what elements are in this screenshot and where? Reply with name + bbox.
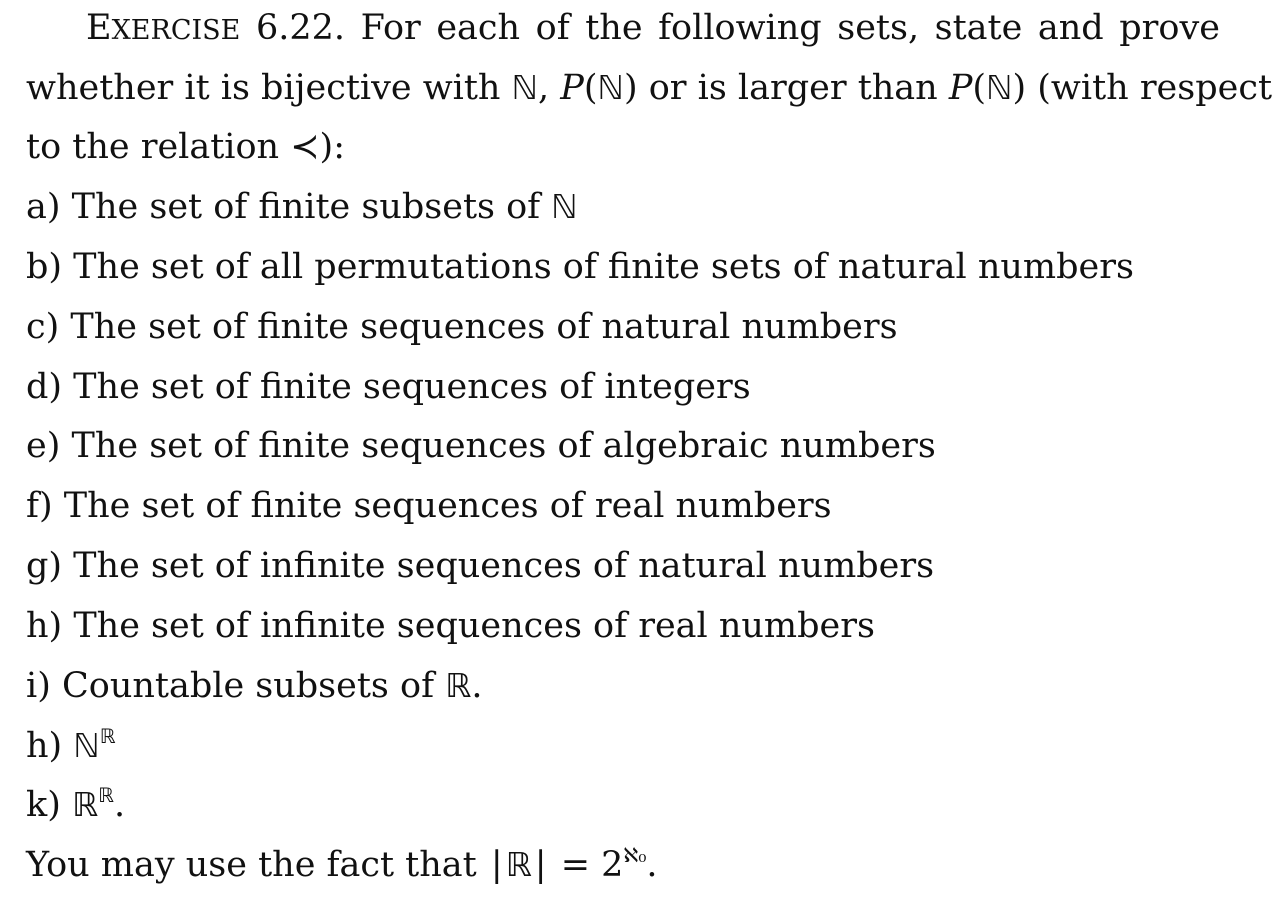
item-i-text: i) Countable subsets of [26, 666, 446, 706]
item-i-reals: ℝ [445, 666, 472, 705]
item-e-text: e) The set of finite sequences of algebraic numbers [26, 426, 936, 466]
rparen: ) [623, 68, 638, 108]
footer-period: . [646, 845, 658, 885]
item-d-text: d) The set of finite sequences of integers [26, 367, 751, 407]
naturals-symbol: ℕ [511, 68, 539, 107]
item-c-text: c) The set of finite sequences of natural numbers [26, 307, 898, 347]
footer-text: You may use the fact that [26, 845, 488, 885]
item-a-text: a) The set of finite subsets of [26, 187, 552, 227]
naturals-symbol-2: ℕ [597, 68, 624, 107]
list-item-b [26, 247, 1134, 287]
item-f-text: f) The set of finite sequences of real numbers [26, 486, 832, 526]
list-item-c [26, 307, 898, 347]
exercise-number: 6.22. [255, 8, 345, 48]
footer-reals: ℝ [505, 845, 532, 884]
powerset-symbol-2: P [948, 68, 973, 108]
relation-text: to the relation [26, 127, 291, 167]
powerset-symbol: P [560, 68, 584, 108]
abs-bar-right: | [534, 845, 547, 885]
intro-text-1: For each of the following sets, state and prove [360, 8, 1220, 48]
footer-two: 2 [601, 845, 624, 885]
aleph-null: ℵ₀ [623, 843, 647, 867]
with-respect-text: (with respect [1026, 68, 1272, 108]
exercise-label-initial: E [86, 8, 112, 48]
item-k-base: ℝ [72, 785, 99, 824]
list-item-i [26, 666, 482, 706]
item-h2-base: ℕ [73, 726, 100, 765]
lparen-2: ( [972, 68, 987, 108]
list-item-k [26, 785, 125, 825]
intro-text-2: whether it is bijective with [26, 68, 512, 108]
item-h-text: h) The set of infinite sequences of real numbers [26, 606, 875, 646]
footer-note [26, 845, 657, 885]
comma: , [538, 68, 561, 108]
item-h2-exponent: ℝ [99, 724, 116, 748]
list-item-f [26, 486, 832, 526]
item-h2-label: h) [26, 726, 74, 766]
exercise-intro-line-3 [26, 127, 345, 167]
equals-sign: = [549, 845, 602, 885]
list-item-h [26, 606, 875, 646]
item-a-naturals: ℕ [551, 187, 578, 226]
exercise-intro-line-2 [26, 68, 1272, 108]
exercise-label-rest: XERCISE [111, 15, 241, 46]
list-item-g [26, 546, 934, 586]
precedes-symbol: ≺ [290, 127, 320, 167]
rparen-2: ) [1012, 68, 1027, 108]
item-k-period: . [113, 785, 126, 825]
relation-text-end: ): [319, 127, 345, 167]
lparen: ( [583, 68, 598, 108]
item-i-period: . [471, 666, 483, 706]
item-b-text: b) The set of all permutations of finite sets of natural numbers [26, 247, 1134, 287]
list-item-a [26, 187, 578, 227]
list-item-d [26, 367, 751, 407]
item-g-text: g) The set of infinite sequences of natural numbers [26, 546, 935, 586]
item-k-exponent: ℝ [98, 783, 114, 807]
list-item-h2 [26, 726, 116, 766]
naturals-symbol-3: ℕ [986, 68, 1013, 107]
list-item-e [26, 426, 936, 466]
or-larger-text: or is larger than [637, 68, 949, 108]
exercise-intro-line-1 [86, 8, 1220, 51]
abs-bar-left: | [490, 845, 503, 885]
item-k-label: k) [26, 785, 72, 825]
